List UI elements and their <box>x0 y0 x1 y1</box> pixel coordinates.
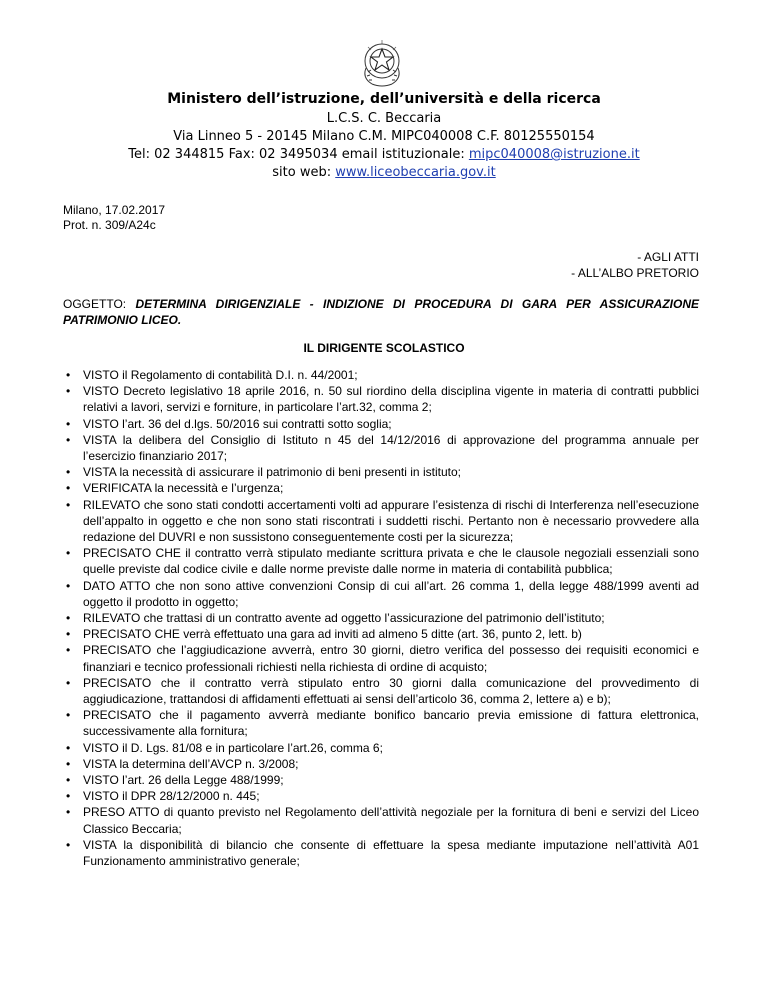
list-item: • VISTA la disponibilità di bilancio che consente di effettuare la spesa mediante imputazione nell’attività A01 Funzionamento amministrativo generale; <box>63 837 699 869</box>
list-item: • VERIFICATA la necessità e l’urgenza; <box>63 480 699 496</box>
list-item: • RILEVATO che trattasi di un contratto avente ad oggetto l’assicurazione del patrimonio dell’istituto; <box>63 610 699 626</box>
list-item: • VISTO l’art. 36 del d.lgs. 50/2016 sui contratti sotto soglia; <box>63 416 699 432</box>
list-item: • PRESO ATTO di quanto previsto nel Regolamento dell’attività negoziale per la fornitura di beni e servizi del Liceo Classico Beccaria; <box>63 804 699 836</box>
recipient-atti: - AGLI ATTI <box>637 250 699 264</box>
section-heading: IL DIRIGENTE SCOLASTICO <box>303 341 465 355</box>
school-address: Via Linneo 5 - 20145 Milano C.M. MIPC040008 C.F. 80125550154 <box>173 129 595 144</box>
list-item: • VISTO Decreto legislativo 18 aprile 2016, n. 50 sul riordino della disciplina vigente in materia di contratti pubblici relativi a lavori, servizi e forniture, in particolare l’art.32, comma 2; <box>63 383 699 415</box>
subject-text: DETERMINA DIRIGENZIALE - INDIZIONE DI PROCEDURA DI GARA PER ASSICURAZIONE PATRIMONIO LICEO. <box>63 297 699 327</box>
contacts-text: Tel: 02 344815 Fax: 02 3495034 email istituzionale: <box>128 147 469 162</box>
website-label: sito web: <box>272 165 336 180</box>
list-item: • VISTA la necessità di assicurare il patrimonio di beni presenti in istituto; <box>63 464 699 480</box>
list-item: • DATO ATTO che non sono attive convenzioni Consip di cui all’art. 26 comma 1, della legge 488/1999 aventi ad oggetto il prodotto in oggetto; <box>63 578 699 610</box>
list-item: • VISTO il D. Lgs. 81/08 e in particolare l’art.26, comma 6; <box>63 740 699 756</box>
list-item: • VISTA la delibera del Consiglio di Istituto n 45 del 14/12/2016 di approvazione del programma annuale per l’esercizio finanziario 2017; <box>63 432 699 464</box>
email-link[interactable]: mipc040008@istruzione.it <box>468 147 640 162</box>
list-item: • PRECISATO che il pagamento avverrà mediante bonifico bancario previa emissione di fattura elettronica, successivamente alla fornitura; <box>63 707 699 739</box>
list-item: • VISTO il Regolamento di contabilità D.I. n. 44/2001; <box>63 367 699 383</box>
list-item: • PRECISATO che il contratto verrà stipulato entro 30 giorni dalla comunicazione del provvedimento di aggiudicazione, trattandosi di affidamenti effettuati ai sensi dell’articolo 36, comma 2, lettere a) e b); <box>63 675 699 707</box>
subject-label: OGGETTO: <box>63 297 136 311</box>
list-item: • VISTA la determina dell’AVCP n. 3/2008; <box>63 756 699 772</box>
website-link[interactable]: www.liceobeccaria.gov.it <box>335 165 496 180</box>
list-item: • PRECISATO CHE verrà effettuato una gara ad inviti ad almeno 5 ditte (art. 36, punto 2, lett. b) <box>63 626 699 642</box>
ministry-name: Ministero dell’istruzione, dell’università e della ricerca <box>167 91 601 107</box>
protocol-number: Prot. n. 309/A24c <box>63 218 156 232</box>
list-item: • VISTO l’art. 26 della Legge 488/1999; <box>63 772 699 788</box>
school-contacts <box>0 146 768 163</box>
subject <box>63 296 699 328</box>
school-website <box>0 164 768 181</box>
school-name: L.C.S. C. Beccaria <box>326 111 442 126</box>
place-date: Milano, 17.02.2017 <box>63 203 166 217</box>
recipient-albo: - ALL’ALBO PRETORIO <box>571 266 699 280</box>
list-item: • PRECISATO che l’aggiudicazione avverrà, entro 30 giorni, dietro verifica del possesso dei requisiti economici e finanziari e tecnico professionali richiesti nella richiesta di ordine di acquisto; <box>63 642 699 674</box>
premises-list <box>63 367 699 869</box>
list-item: • VISTO il DPR 28/12/2000 n. 445; <box>63 788 699 804</box>
emblem-icon <box>358 38 406 88</box>
list-item: • PRECISATO CHE il contratto verrà stipulato mediante scrittura privata e che le clausole negoziali essenziali sono quelle previste dal codice civile e dalle norme previste dalle norme in materia di contabilità pubblica; <box>63 545 699 577</box>
list-item: • RILEVATO che sono stati condotti accertamenti volti ad appurare l’esistenza di rischi di Interferenza nell’esecuzione dell’appalto in oggetto e che non sono stati riscontrati i suddetti rischi. Pertanto non è necessario provvedere alla redazione del DUVRI e non sussistono conseguentemente costi per la sicurezza; <box>63 497 699 546</box>
